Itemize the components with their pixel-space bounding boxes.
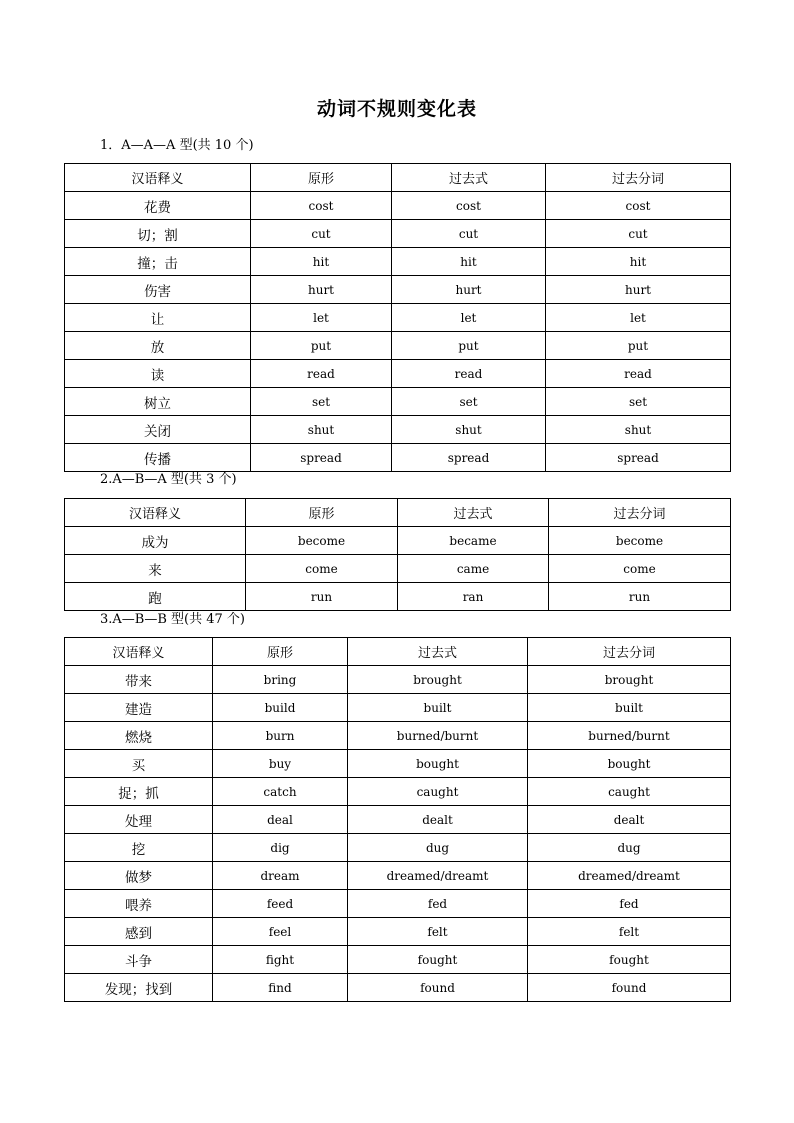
cell-past-participle: hurt xyxy=(546,276,731,304)
table-row xyxy=(65,583,731,611)
cell-base-form: feed xyxy=(213,890,348,918)
table-row xyxy=(65,527,731,555)
table-row xyxy=(65,666,731,694)
cell-meaning: 放 xyxy=(65,332,251,360)
cell-meaning: 建造 xyxy=(65,694,213,722)
cell-base-form: burn xyxy=(213,722,348,750)
cell-meaning: 来 xyxy=(65,555,246,583)
section-3-body xyxy=(65,638,731,1002)
cell-past-tense: cost xyxy=(392,192,546,220)
cell-past-tense: fed xyxy=(348,890,528,918)
table-header-row xyxy=(65,499,731,527)
cell-meaning: 树立 xyxy=(65,388,251,416)
section-2-heading: 2.A—B—A 型(共 3 个) xyxy=(100,472,237,487)
cell-meaning: 读 xyxy=(65,360,251,388)
cell-past-participle: dealt xyxy=(528,806,731,834)
cell-past-tense: hit xyxy=(392,248,546,276)
cell-meaning: 传播 xyxy=(65,444,251,472)
column-header-past-participle: 过去分词 xyxy=(546,164,731,192)
cell-past-tense: shut xyxy=(392,416,546,444)
cell-meaning: 花费 xyxy=(65,192,251,220)
column-header-base-form: 原形 xyxy=(213,638,348,666)
cell-past-tense: dug xyxy=(348,834,528,862)
cell-past-participle: brought xyxy=(528,666,731,694)
column-header-meaning: 汉语释义 xyxy=(65,164,251,192)
cell-meaning: 跑 xyxy=(65,583,246,611)
cell-past-participle: bought xyxy=(528,750,731,778)
column-header-past-participle: 过去分词 xyxy=(549,499,731,527)
cell-base-form: spread xyxy=(251,444,392,472)
cell-base-form: cost xyxy=(251,192,392,220)
cell-past-tense: burned/burnt xyxy=(348,722,528,750)
cell-past-participle: found xyxy=(528,974,731,1002)
cell-meaning: 让 xyxy=(65,304,251,332)
cell-base-form: let xyxy=(251,304,392,332)
cell-past-participle: dreamed/dreamt xyxy=(528,862,731,890)
table-row xyxy=(65,388,731,416)
table-row xyxy=(65,444,731,472)
cell-past-tense: felt xyxy=(348,918,528,946)
cell-past-participle: built xyxy=(528,694,731,722)
table-header-row xyxy=(65,164,731,192)
page-title: 动词不规则变化表 xyxy=(316,98,477,120)
cell-past-participle: felt xyxy=(528,918,731,946)
table-row xyxy=(65,360,731,388)
cell-base-form: come xyxy=(246,555,398,583)
table-row xyxy=(65,806,731,834)
cell-base-form: deal xyxy=(213,806,348,834)
cell-past-tense: cut xyxy=(392,220,546,248)
cell-past-participle: cost xyxy=(546,192,731,220)
column-header-past-participle: 过去分词 xyxy=(528,638,731,666)
table-row xyxy=(65,890,731,918)
cell-base-form: shut xyxy=(251,416,392,444)
cell-past-tense: hurt xyxy=(392,276,546,304)
cell-meaning: 买 xyxy=(65,750,213,778)
cell-base-form: dream xyxy=(213,862,348,890)
column-header-base-form: 原形 xyxy=(246,499,398,527)
table-row xyxy=(65,862,731,890)
table-row xyxy=(65,220,731,248)
column-header-past-tense: 过去式 xyxy=(392,164,546,192)
table-row xyxy=(65,416,731,444)
cell-past-participle: hit xyxy=(546,248,731,276)
cell-meaning: 挖 xyxy=(65,834,213,862)
cell-past-tense: spread xyxy=(392,444,546,472)
cell-base-form: find xyxy=(213,974,348,1002)
table-row xyxy=(65,694,731,722)
cell-meaning: 切；割 xyxy=(65,220,251,248)
cell-meaning: 撞；击 xyxy=(65,248,251,276)
cell-base-form: feel xyxy=(213,918,348,946)
cell-past-participle: burned/burnt xyxy=(528,722,731,750)
section-1-heading: 1．A—A—A 型(共 10 个) xyxy=(100,138,254,153)
section-1-table xyxy=(64,163,731,472)
cell-base-form: read xyxy=(251,360,392,388)
table-row xyxy=(65,248,731,276)
cell-base-form: become xyxy=(246,527,398,555)
cell-past-tense: fought xyxy=(348,946,528,974)
table-header-row xyxy=(65,638,731,666)
section-3-table xyxy=(64,637,731,1002)
cell-meaning: 带来 xyxy=(65,666,213,694)
cell-base-form: put xyxy=(251,332,392,360)
cell-past-participle: dug xyxy=(528,834,731,862)
cell-past-tense: became xyxy=(398,527,549,555)
cell-base-form: hurt xyxy=(251,276,392,304)
table-row xyxy=(65,778,731,806)
cell-base-form: run xyxy=(246,583,398,611)
cell-past-participle: shut xyxy=(546,416,731,444)
cell-base-form: set xyxy=(251,388,392,416)
table-row xyxy=(65,304,731,332)
cell-past-participle: become xyxy=(549,527,731,555)
table-row xyxy=(65,276,731,304)
cell-meaning: 喂养 xyxy=(65,890,213,918)
cell-meaning: 做梦 xyxy=(65,862,213,890)
cell-meaning: 感到 xyxy=(65,918,213,946)
table-row xyxy=(65,834,731,862)
cell-past-tense: read xyxy=(392,360,546,388)
table-row xyxy=(65,192,731,220)
cell-meaning: 关闭 xyxy=(65,416,251,444)
cell-meaning: 燃烧 xyxy=(65,722,213,750)
cell-meaning: 捉；抓 xyxy=(65,778,213,806)
cell-meaning: 伤害 xyxy=(65,276,251,304)
cell-past-participle: spread xyxy=(546,444,731,472)
cell-past-participle: run xyxy=(549,583,731,611)
table-row xyxy=(65,918,731,946)
column-header-past-tense: 过去式 xyxy=(398,499,549,527)
cell-base-form: catch xyxy=(213,778,348,806)
cell-past-tense: dreamed/dreamt xyxy=(348,862,528,890)
table-row xyxy=(65,332,731,360)
cell-past-tense: came xyxy=(398,555,549,583)
cell-past-participle: caught xyxy=(528,778,731,806)
cell-past-participle: fed xyxy=(528,890,731,918)
cell-past-tense: built xyxy=(348,694,528,722)
cell-base-form: dig xyxy=(213,834,348,862)
cell-past-tense: found xyxy=(348,974,528,1002)
cell-past-participle: cut xyxy=(546,220,731,248)
section-2-body xyxy=(65,499,731,611)
cell-past-tense: brought xyxy=(348,666,528,694)
section-2-table xyxy=(64,498,731,611)
table-row xyxy=(65,750,731,778)
cell-base-form: cut xyxy=(251,220,392,248)
cell-past-participle: put xyxy=(546,332,731,360)
table-row xyxy=(65,555,731,583)
cell-past-participle: set xyxy=(546,388,731,416)
cell-past-tense: caught xyxy=(348,778,528,806)
cell-past-tense: dealt xyxy=(348,806,528,834)
cell-past-participle: let xyxy=(546,304,731,332)
cell-past-tense: put xyxy=(392,332,546,360)
table-row xyxy=(65,974,731,1002)
cell-base-form: hit xyxy=(251,248,392,276)
cell-past-participle: come xyxy=(549,555,731,583)
cell-meaning: 处理 xyxy=(65,806,213,834)
cell-base-form: build xyxy=(213,694,348,722)
column-header-meaning: 汉语释义 xyxy=(65,638,213,666)
cell-past-tense: ran xyxy=(398,583,549,611)
cell-past-tense: set xyxy=(392,388,546,416)
column-header-meaning: 汉语释义 xyxy=(65,499,246,527)
cell-past-tense: bought xyxy=(348,750,528,778)
section-3-heading: 3.A—B—B 型(共 47 个) xyxy=(100,612,245,627)
cell-past-participle: read xyxy=(546,360,731,388)
column-header-past-tense: 过去式 xyxy=(348,638,528,666)
table-row xyxy=(65,946,731,974)
cell-base-form: buy xyxy=(213,750,348,778)
cell-meaning: 成为 xyxy=(65,527,246,555)
cell-past-tense: let xyxy=(392,304,546,332)
cell-meaning: 斗争 xyxy=(65,946,213,974)
table-row xyxy=(65,722,731,750)
cell-past-participle: fought xyxy=(528,946,731,974)
cell-meaning: 发现；找到 xyxy=(65,974,213,1002)
cell-base-form: bring xyxy=(213,666,348,694)
column-header-base-form: 原形 xyxy=(251,164,392,192)
section-1-body xyxy=(65,164,731,472)
cell-base-form: fight xyxy=(213,946,348,974)
